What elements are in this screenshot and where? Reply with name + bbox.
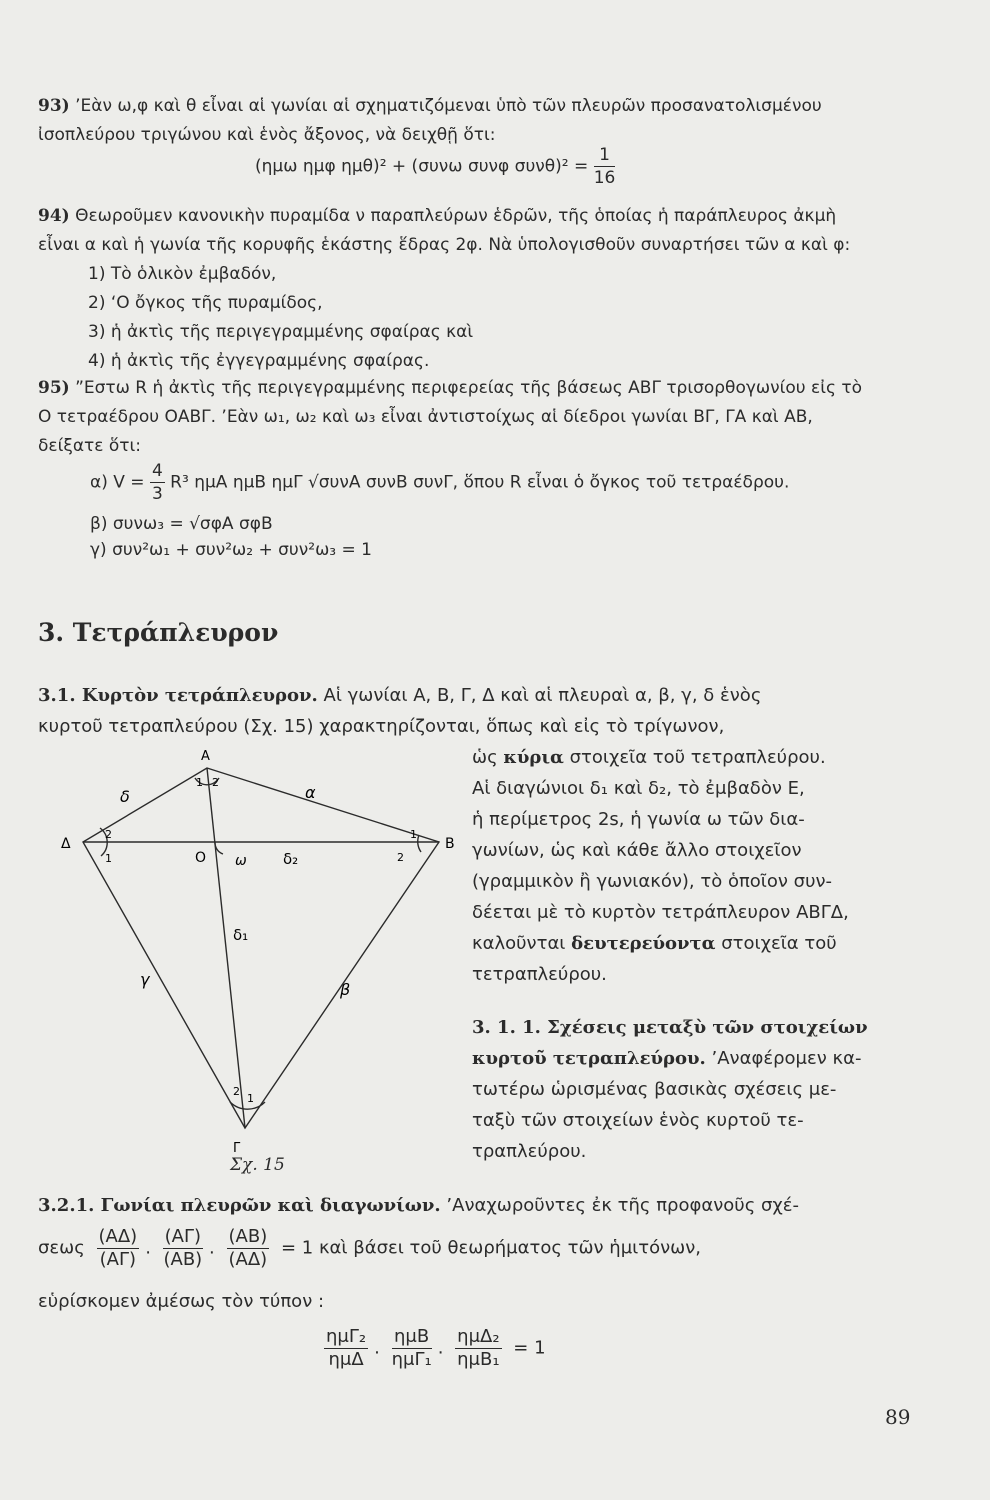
problem-95-a	[90, 460, 789, 505]
problem-95-line2: Ο τετραέδρου ΟΑΒΓ. ’Εὰν ω₁, ω₂ καὶ ω₃ εἶναι ἀντιστοίχως αἱ δίεδροι γωνίαι ΒΓ, ΓΑ καὶ ΑΒ,	[38, 407, 813, 427]
problem-95-line1: ”Εστω R ἡ ἀκτὶς τῆς περιγεγραμμένης περιφερείας τῆς βάσεως ΑΒΓ τρισορθογωνίου εἰς τὸ	[75, 378, 863, 398]
side-alpha-label: α	[305, 783, 316, 802]
side-beta-label: β	[340, 980, 351, 999]
figure-15-quadrilateral	[55, 740, 465, 1160]
fraction-denominator: 3	[151, 484, 163, 504]
side-delta-label: δ	[120, 787, 130, 806]
angle-D2-label: 2	[105, 828, 112, 841]
section-3-1-line2: κυρτοῦ τετραπλεύρου (Σχ. 15) χαρακτηρίζονται, ὅπως καὶ εἰς τὸ τρίγωνον,	[38, 716, 725, 737]
equation-lhs: (ημω ημφ ημθ)² + (συνω συνφ συνθ)² =	[255, 156, 589, 177]
problem-94-number: 94)	[38, 206, 70, 226]
text: ἡ περίμετρος 2s, ἡ γωνία ω τῶν δια-	[472, 809, 805, 830]
fraction-sinD2-sinB1	[455, 1326, 501, 1371]
problem-94-item: 3) ἡ ἀκτὶς τῆς περιγεγραμμένης σφαίρας καὶ	[88, 322, 474, 342]
diagonal-d1	[207, 768, 245, 1128]
fraction-denominator: (ΑΔ)	[228, 1249, 268, 1270]
fraction-4-3	[150, 460, 165, 505]
angle-G2-label: 2	[233, 1085, 240, 1098]
fraction-numerator: (ΑΔ)	[98, 1226, 138, 1247]
angle-arc-B	[418, 835, 421, 852]
section-3-2-1	[38, 1190, 958, 1221]
section-3-1-heading: 3.1. Κυρτὸν τετράπλευρον.	[38, 685, 318, 706]
fraction-AB-AD	[227, 1226, 270, 1271]
section-title: 3. Τετράπλευρον	[38, 618, 279, 647]
multiplication-dot: .	[145, 1237, 151, 1259]
text: = 1 καὶ βάσει τοῦ θεωρήματος τῶν ἡμιτόνων,	[280, 1237, 702, 1259]
side-gamma-label: γ	[140, 970, 150, 989]
ratio-relation	[38, 1226, 701, 1271]
fraction-denominator: 16	[593, 168, 616, 188]
section-3-1-1-heading-cont: κυρτοῦ τετραπλεύρου.	[472, 1048, 706, 1069]
bold-deutereuonta: δευτερεύοντα	[571, 933, 716, 954]
problem-94-item: 2) ‘Ο ὄγκος τῆς πυραμίδος,	[88, 293, 323, 313]
vertex-B-label: B	[445, 836, 455, 852]
page-number: 89	[885, 1405, 911, 1429]
fraction-sinG2-sinD	[324, 1326, 368, 1371]
angle-B1-label: 1	[410, 828, 417, 841]
fraction-numerator: ημΒ	[392, 1326, 432, 1349]
angle-A2-label: 2	[212, 776, 219, 789]
angle-A1-label: 1	[196, 776, 203, 789]
problem-95-line3: δείξατε ὅτι:	[38, 436, 141, 456]
fraction-numerator: ημΓ₂	[326, 1326, 367, 1347]
problem-94-line2: εἶναι α καὶ ἡ γωνία τῆς κορυφῆς ἑκάστης ἕδρας 2φ. Νὰ ὑπολογισθοῦν συναρτήσει τῶν α καὶ φ:	[38, 235, 851, 255]
fraction-numerator: ημΔ₂	[457, 1326, 500, 1347]
multiplication-dot: .	[437, 1337, 444, 1359]
problem-93-number: 93)	[38, 96, 70, 116]
text: ὡς	[472, 747, 498, 768]
problem-93	[38, 92, 958, 150]
fraction-AD-AG	[97, 1226, 140, 1271]
problem-94-item: 1) Τὸ ὁλικὸν ἐμβαδόν,	[88, 264, 277, 284]
figure-caption: Σχ. 15	[230, 1155, 285, 1175]
section-3-1-column	[472, 742, 922, 990]
diagonal-d1-label: δ₁	[233, 926, 249, 944]
fraction-denominator: ημΓ₁	[391, 1349, 432, 1370]
problem-94	[38, 202, 958, 376]
problem-95-b: β) συνω₃ = √σφΑ σφΒ	[90, 514, 273, 534]
text: = 1	[513, 1337, 546, 1359]
vertex-G-label: Γ	[233, 1141, 241, 1156]
section-3-2-1-line3: εὑρίσκομεν ἀμέσως τὸν τύπον :	[38, 1291, 325, 1312]
section-3-1-1-heading: 3. 1. 1. Σχέσεις μεταξὺ τῶν στοιχείων	[472, 1017, 868, 1038]
problem-93-line1: ’Εὰν ω,φ καὶ θ εἶναι αἱ γωνίαι αἱ σχηματιζόμεναι ὑπὸ τῶν πλευρῶν προσανατολισμένου	[75, 96, 822, 116]
problem-94-line1: Θεωροῦμεν κανονικὴν πυραμίδα ν παραπλεύρων ἑδρῶν, τῆς ὁποίας ἡ παράπλευρος ἀκμὴ	[75, 206, 837, 226]
fraction-denominator: (ΑΓ)	[99, 1249, 137, 1270]
problem-95-number: 95)	[38, 378, 70, 398]
point-O-label: O	[195, 850, 207, 866]
part-a-label: α) V =	[90, 472, 145, 493]
fraction-numerator: (ΑΓ)	[164, 1226, 202, 1247]
quadrilateral-outline	[83, 768, 439, 1128]
fraction-numerator: (ΑΒ)	[228, 1226, 268, 1247]
text: δέεται μὲ τὸ κυρτὸν τετράπλευρον ΑΒΓΔ,	[472, 902, 849, 923]
problem-94-item: 4) ἡ ἀκτὶς τῆς ἐγγεγραμμένης σφαίρας.	[88, 351, 430, 371]
fraction-denominator: (ΑΒ)	[163, 1249, 203, 1270]
text: σεως	[38, 1237, 85, 1259]
problem-95-c: γ) συν²ω₁ + συν²ω₂ + συν²ω₃ = 1	[90, 540, 372, 560]
text: Αἱ διαγώνιοι δ₁ καὶ δ₂, τὸ ἐμβαδὸν Ε,	[472, 778, 805, 799]
text: τραπλεύρου.	[472, 1141, 587, 1162]
text: ταξὺ τῶν στοιχείων ἑνὸς κυρτοῦ τε-	[472, 1110, 804, 1131]
fraction-denominator: ημΒ₁	[457, 1349, 500, 1370]
vertex-A-label: A	[201, 749, 210, 764]
part-a-rest: R³ ημΑ ημΒ ημΓ √συνΑ συνΒ συνΓ, ὅπου R εἶναι ὁ ὄγκος τοῦ τετραέδρου.	[170, 472, 790, 493]
text: (γραμμικὸν ἢ γωνιακόν), τὸ ὁποῖον συν-	[472, 871, 833, 892]
section-3-1-1	[472, 1012, 922, 1167]
angle-B2-label: 2	[397, 851, 404, 864]
sine-formula	[318, 1326, 546, 1371]
fraction-denominator: ημΔ	[328, 1349, 364, 1370]
vertex-D-label: Δ	[61, 836, 71, 852]
fraction-sinB-sinG1	[392, 1326, 432, 1371]
fraction-numerator: 1	[594, 144, 616, 167]
section-3-1-line1: Αἱ γωνίαι Α, Β, Γ, Δ καὶ αἱ πλευραὶ α, β, γ, δ ἑνὸς	[323, 685, 762, 706]
angle-D1-label: 1	[105, 852, 112, 865]
fraction-1-16	[594, 144, 616, 189]
section-3-1	[38, 680, 958, 742]
text: στοιχεῖα τοῦ τετραπλεύρου.	[569, 747, 826, 768]
text: ’Αναχωροῦντες ἐκ τῆς προφανοῦς σχέ-	[446, 1195, 800, 1216]
angle-omega-label: ω	[235, 853, 247, 869]
problem-95	[38, 374, 958, 461]
multiplication-dot: .	[374, 1337, 380, 1359]
angle-G1-label: 1	[247, 1092, 254, 1105]
fraction-AG-AB	[163, 1226, 203, 1271]
text: στοιχεῖα τοῦ	[721, 933, 837, 954]
text: καλοῦνται	[472, 933, 566, 954]
diagonal-d2-label: δ₂	[283, 850, 299, 868]
text: τωτέρω ὡρισμένας βασικὰς σχέσεις με-	[472, 1079, 837, 1100]
text: γωνίων, ὡς καὶ κάθε ἄλλο στοιχεῖον	[472, 840, 802, 861]
multiplication-dot: .	[209, 1237, 215, 1259]
section-3-2-1-heading: 3.2.1. Γωνίαι πλευρῶν καὶ διαγωνίων.	[38, 1195, 441, 1216]
problem-93-equation	[255, 144, 615, 189]
text: τετραπλεύρου.	[472, 964, 607, 985]
bold-kyria: κύρια	[503, 747, 564, 768]
problem-93-line2: ἰσοπλεύρου τριγώνου καὶ ἑνὸς ἄξονος, νὰ δειχθῇ ὅτι:	[38, 125, 496, 145]
text: ’Αναφέρομεν κα-	[711, 1048, 862, 1069]
fraction-numerator: 4	[151, 461, 163, 481]
